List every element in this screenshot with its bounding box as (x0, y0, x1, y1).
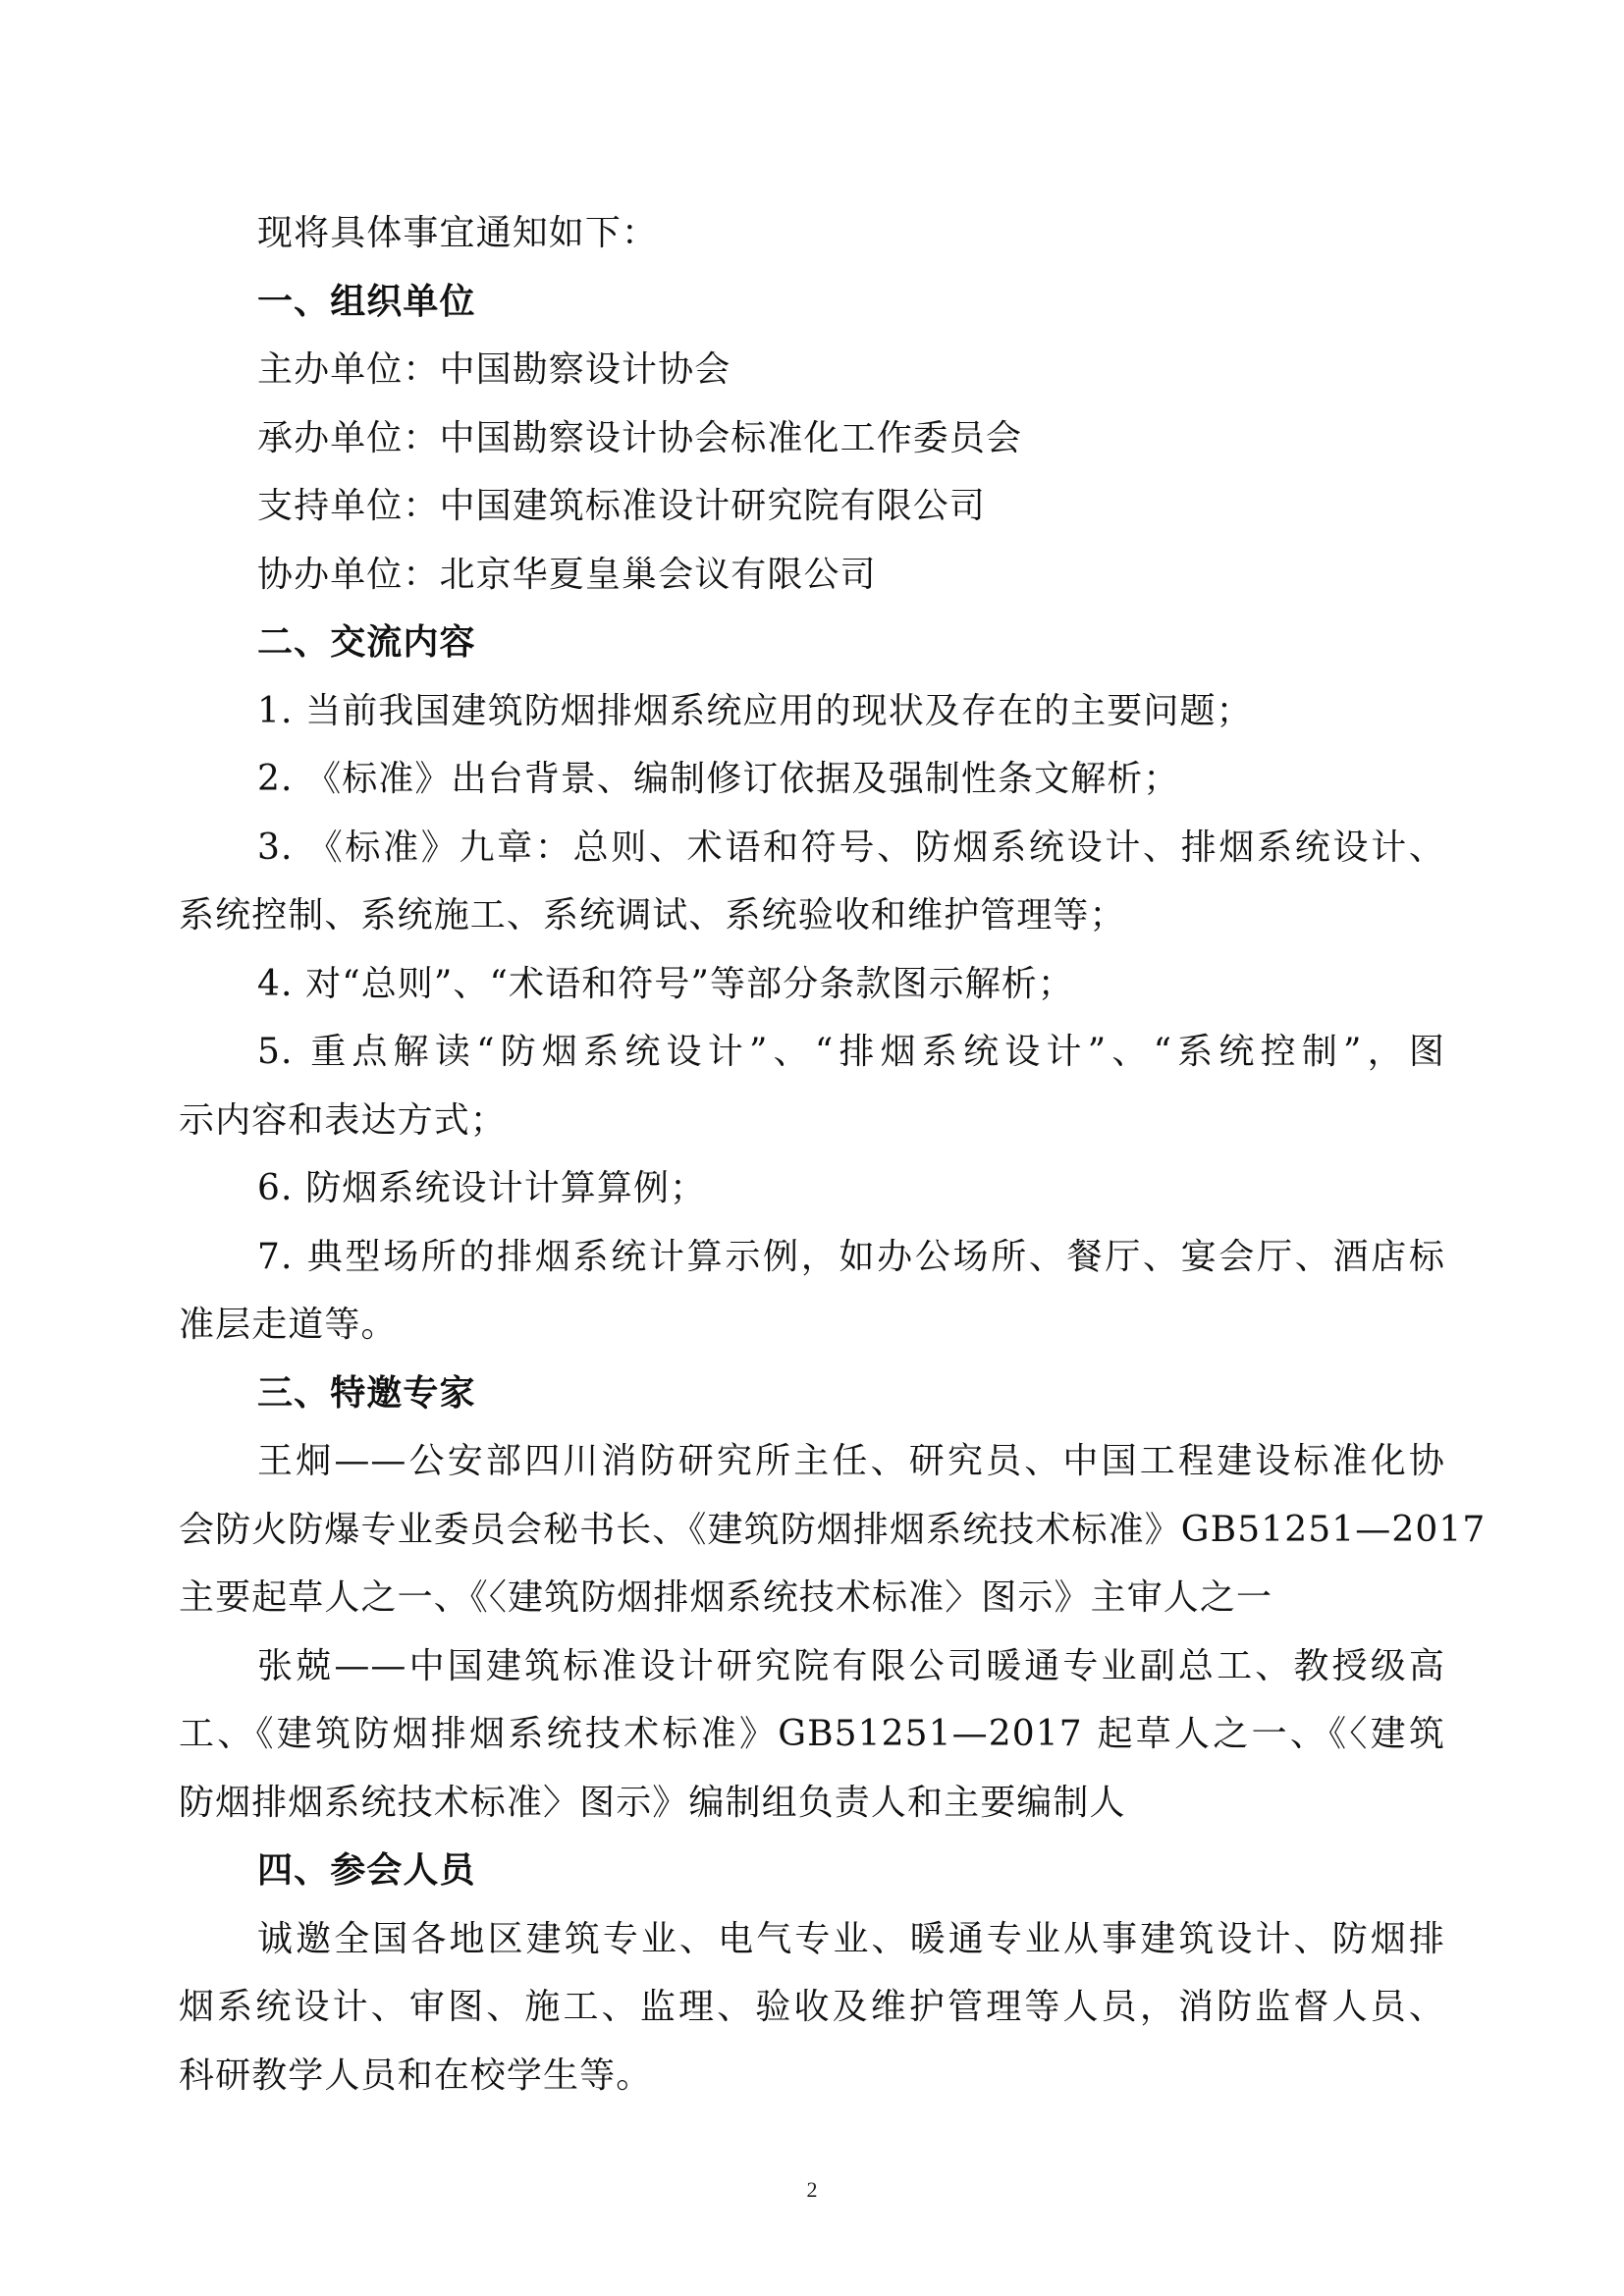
participants-line-1: 诚邀全国各地区建筑专业、电气专业、暖通专业从事建筑设计、防烟排 (257, 1918, 1445, 1959)
expert-1-line-2: 会防火防爆专业委员会秘书长、《建筑防烟排烟系统技术标准》GB51251—2017 (179, 1509, 1487, 1550)
organizer-undertaker: 承办单位：中国勘察设计协会标准化工作委员会 (257, 417, 1023, 458)
organizer-supporter: 支持单位：中国建筑标准设计研究院有限公司 (257, 486, 987, 526)
content-item-2: 2. 《标准》出台背景、编制修订依据及强制性条文解析； (257, 759, 1180, 799)
section-heading-experts: 三、特邀专家 (257, 1371, 476, 1414)
document-body (179, 199, 1487, 2109)
section-heading-content: 二、交流内容 (257, 621, 476, 663)
participants-line-3: 科研教学人员和在校学生等。 (179, 2055, 653, 2096)
content-item-6: 6. 防烟系统设计计算算例； (257, 1168, 707, 1208)
section-heading-organizers: 一、组织单位 (257, 280, 476, 322)
expert-1-line-1: 王炯——公安部四川消防研究所主任、研究员、中国工程建设标准化协 (257, 1441, 1445, 1481)
section-heading-participants: 四、参会人员 (257, 1849, 476, 1891)
content-item-3: 3. 《标准》九章：总则、术语和符号、防烟系统设计、排烟系统设计、 (257, 827, 1445, 868)
organizer-co-organizer: 协办单位：北京华夏皇巢会议有限公司 (257, 554, 877, 595)
expert-1-line-3: 主要起草人之一、《〈建筑防烟排烟系统技术标准〉图示》主审人之一 (179, 1577, 1273, 1618)
expert-2-line-3: 防烟排烟系统技术标准〉图示》编制组负责人和主要编制人 (179, 1782, 1126, 1823)
intro-paragraph: 现将具体事宜通知如下： (257, 213, 659, 253)
content-item-7-continued: 准层走道等。 (179, 1305, 398, 1345)
organizer-host: 主办单位：中国勘察设计协会 (257, 349, 731, 390)
expert-2-line-1: 张兢——中国建筑标准设计研究院有限公司暖通专业副总工、教授级高 (257, 1645, 1445, 1686)
content-item-5: 5. 重点解读“防烟系统设计”、“排烟系统设计”、“系统控制”，图 (257, 1032, 1445, 1072)
content-item-4: 4. 对“总则”、“术语和符号”等部分条款图示解析； (257, 963, 1075, 1004)
expert-2-line-2: 工、《建筑防烟排烟系统技术标准》GB51251—2017 起草人之一、《〈建筑 (179, 1714, 1445, 1754)
participants-line-2: 烟系统设计、审图、施工、监理、验收及维护管理等人员，消防监督人员、 (179, 1987, 1445, 2027)
content-item-5-continued: 示内容和表达方式； (179, 1099, 507, 1141)
page-number: 2 (806, 2177, 818, 2202)
content-item-1: 1. 当前我国建筑防烟排烟系统应用的现状及存在的主要问题； (257, 690, 1253, 731)
content-item-3-continued: 系统控制、系统施工、系统调试、系统验收和维护管理等； (179, 895, 1126, 935)
content-item-7: 7. 典型场所的排烟系统计算示例，如办公场所、餐厅、宴会厅、酒店标 (257, 1236, 1445, 1277)
